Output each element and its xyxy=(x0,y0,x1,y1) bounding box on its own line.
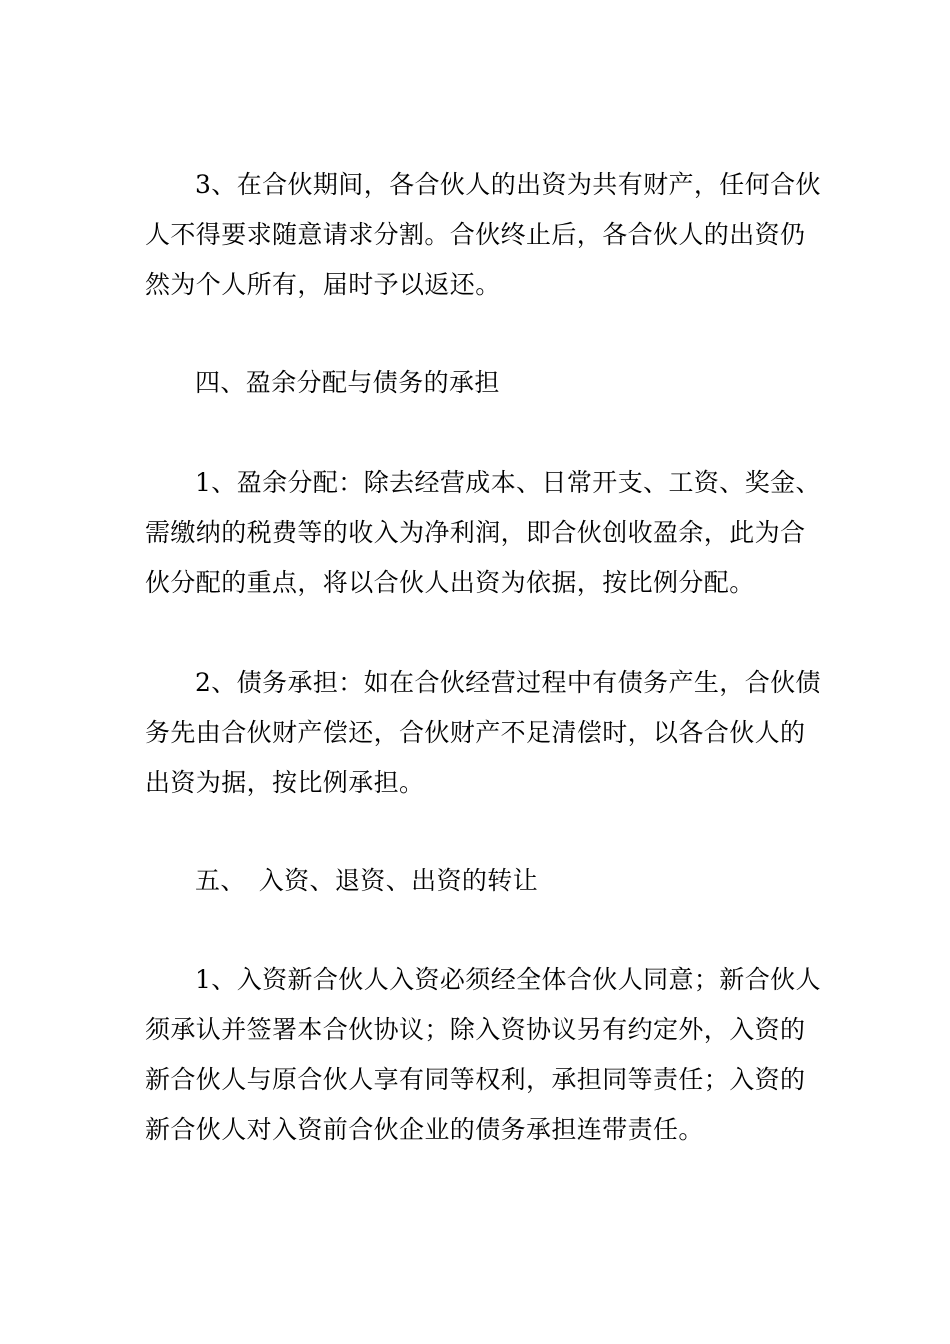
section-heading-capital-transfer: 五、 入资、退资、出资的转让 xyxy=(195,866,539,895)
paragraph-new-partner-entry: 1、入资新合伙人入资必须经全体合伙人同意；新合伙人须承认并签署本合伙协议；除入资协议另有约定外，入资的新合伙人与原合伙人享有同等权利，承担同等责任；入资的新合伙人对入资前合伙企业的债务承担连带责任。 xyxy=(145,965,821,1144)
paragraph-profit-distribution: 1、盈余分配：除去经营成本、日常开支、工资、奖金、需缴纳的税费等的收入为净利润，即合伙创收盈余，此为合伙分配的重点，将以合伙人出资为依据，按比例分配。 xyxy=(145,468,821,597)
paragraph-capital-ownership: 3、在合伙期间，各合伙人的出资为共有财产，任何合伙人不得要求随意请求分割。合伙终止后，各合伙人的出资仍然为个人所有，届时予以返还。 xyxy=(145,170,821,299)
paragraph-debt-bearing: 2、债务承担：如在合伙经营过程中有债务产生，合伙债务先由合伙财产偿还，合伙财产不足清偿时，以各合伙人的出资为据，按比例承担。 xyxy=(145,668,821,797)
section-heading-profit-debt: 四、盈余分配与债务的承担 xyxy=(195,368,500,397)
